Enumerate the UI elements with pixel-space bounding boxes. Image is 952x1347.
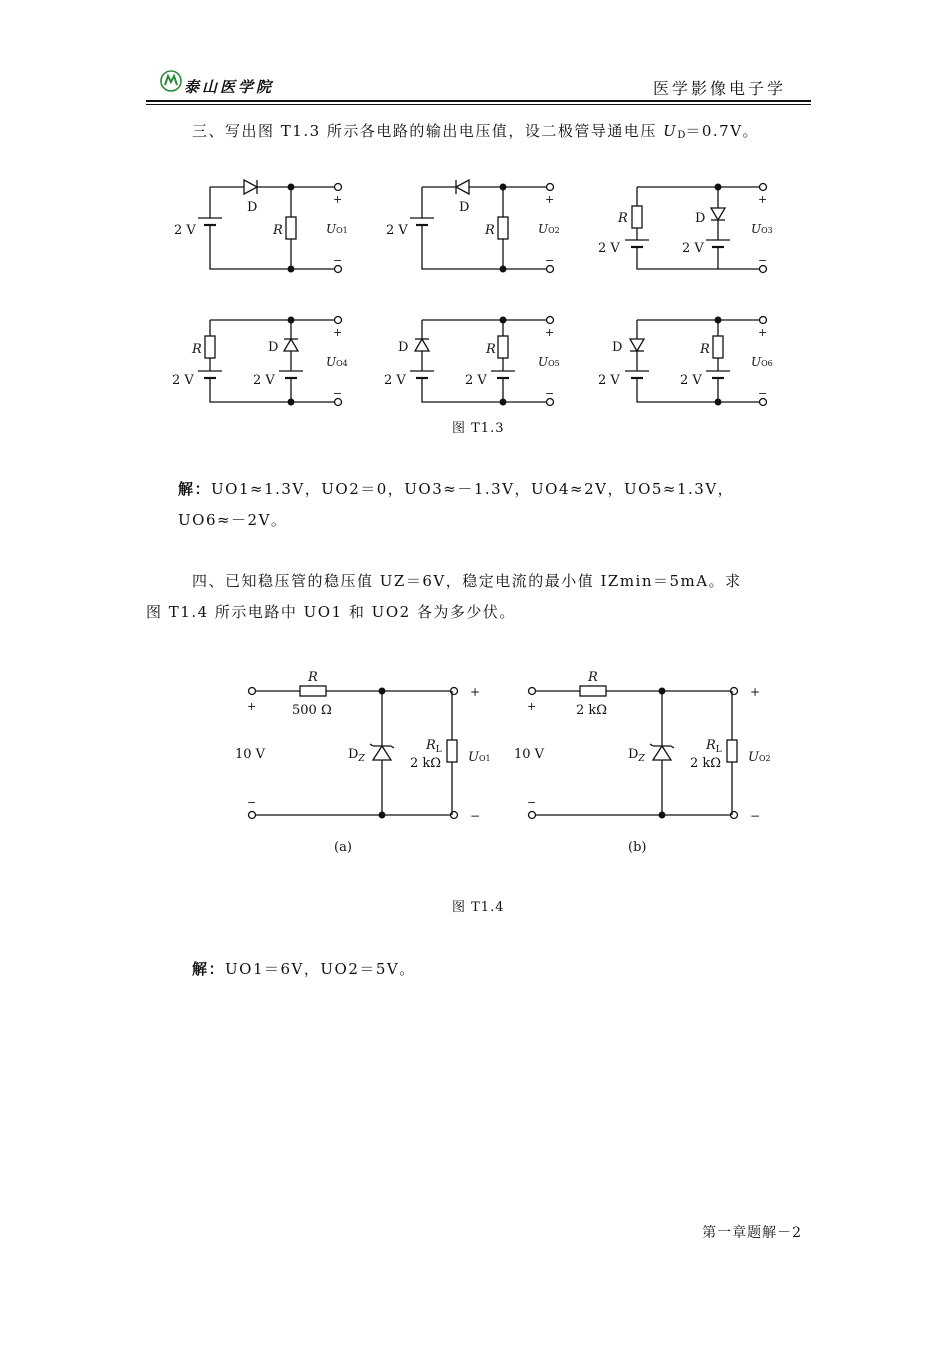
c4-minus: − [333, 387, 343, 400]
answer-3-line-1: 解：UO1≈1.3V，UO2＝0，UO3≈－1.3V，UO4≈2V，UO5≈1.3V， [178, 480, 735, 498]
c6-plus: + [758, 326, 768, 339]
question-3: 三、写出图 T1.3 所示各电路的输出电压值，设二极管导通电压 $U_D=0.7V$。 [192, 122, 760, 141]
school-logo [160, 70, 182, 92]
c2-diode-label: D [459, 200, 470, 215]
a-rl-value: 2 kΩ [410, 756, 442, 771]
figure-t1-3-caption: 图 T1.3 [452, 421, 505, 436]
figure-t1-4-caption: 图 T1.4 [452, 900, 505, 915]
page-footer: 第一章题解－2 [702, 1225, 802, 1241]
c1-plus: + [333, 193, 343, 206]
c4-voltage-2: 2 V [253, 373, 275, 388]
header-rule-thin [146, 104, 811, 105]
c4-resistor-label: R [192, 342, 202, 357]
c6-voltage-2: 2 V [680, 373, 702, 388]
subject-title: 医学影像电子学 [652, 79, 786, 98]
a-source: 10 V [235, 747, 266, 762]
c5-voltage-2: 2 V [465, 373, 487, 388]
a-output: UO1 [468, 750, 491, 765]
c2-resistor-label: R [485, 223, 495, 238]
circuit-1 [198, 180, 342, 273]
answer-3-line-2: UO6≈－2V。 [178, 511, 288, 529]
c6-output: UO6 [751, 355, 773, 369]
question-4-line-2: 图 T1.4 所示电路中 UO1 和 UO2 各为多少伏。 [146, 603, 516, 621]
a-tag: (a) [334, 840, 352, 855]
a-in-plus: + [247, 700, 257, 713]
c4-plus: + [333, 326, 343, 339]
c2-voltage: 2 V [386, 223, 408, 238]
c3-minus: − [758, 254, 768, 267]
b-in-plus: + [527, 700, 537, 713]
c3-plus: + [758, 193, 768, 206]
circuit-2 [410, 180, 554, 273]
a-out-minus: − [470, 809, 481, 823]
b-out-minus: − [750, 809, 761, 823]
c3-voltage-1: 2 V [598, 241, 620, 256]
b-r-value: 2 kΩ [576, 703, 608, 718]
c3-diode-label: D [695, 211, 706, 226]
c6-minus: − [758, 387, 768, 400]
a-r-label: R [308, 670, 318, 685]
a-r-value: 500 Ω [292, 703, 332, 718]
c4-voltage-1: 2 V [172, 373, 194, 388]
b-tag: (b) [628, 840, 647, 855]
c2-minus: − [545, 254, 555, 267]
b-source: 10 V [514, 747, 545, 762]
b-out-plus: + [750, 685, 761, 699]
b-in-minus: − [527, 796, 537, 809]
c2-output: UO2 [538, 222, 560, 236]
c1-voltage: 2 V [174, 223, 196, 238]
circuit-6 [625, 317, 767, 406]
c6-resistor-label: R [700, 342, 710, 357]
c1-diode-label: D [247, 200, 258, 215]
c2-plus: + [545, 193, 555, 206]
b-rl-value: 2 kΩ [690, 756, 722, 771]
c4-output: UO4 [326, 355, 348, 369]
c1-output: UO1 [326, 222, 348, 236]
c5-resistor-label: R [486, 342, 496, 357]
c3-output: UO3 [751, 222, 773, 236]
circuit-5 [410, 317, 554, 406]
a-zener-label: $D_Z$ [348, 747, 365, 764]
a-out-plus: + [470, 685, 481, 699]
c6-diode-label: D [612, 340, 623, 355]
question-4-line-1: 四、已知稳压管的稳压值 UZ＝6V，稳定电流的最小值 IZmin＝5mA。求 [192, 572, 742, 590]
school-name: 泰山医学院 [184, 78, 275, 96]
circuit-3 [625, 184, 767, 273]
b-output: UO2 [748, 750, 771, 765]
header-rule [146, 100, 811, 102]
c5-diode-label: D [398, 340, 409, 355]
c3-voltage-2: 2 V [682, 241, 704, 256]
c5-output: UO5 [538, 355, 560, 369]
c5-minus: − [545, 387, 555, 400]
c1-minus: − [333, 254, 343, 267]
circuit-4 [198, 317, 342, 406]
c6-voltage-1: 2 V [598, 373, 620, 388]
c5-plus: + [545, 326, 555, 339]
c4-diode-label: D [268, 340, 279, 355]
b-rl-label: $R_L$ [706, 738, 722, 755]
c5-voltage-1: 2 V [384, 373, 406, 388]
answer-4: 解：UO1＝6V，UO2＝5V。 [192, 960, 416, 978]
a-in-minus: − [247, 796, 257, 809]
figure-t1-3 [140, 170, 820, 415]
c3-resistor-label: R [618, 211, 628, 226]
a-rl-label: $R_L$ [426, 738, 442, 755]
b-r-label: R [588, 670, 598, 685]
figure-t1-4 [220, 660, 780, 870]
b-zener-label: $D_Z$ [628, 747, 645, 764]
c1-resistor-label: R [273, 223, 283, 238]
